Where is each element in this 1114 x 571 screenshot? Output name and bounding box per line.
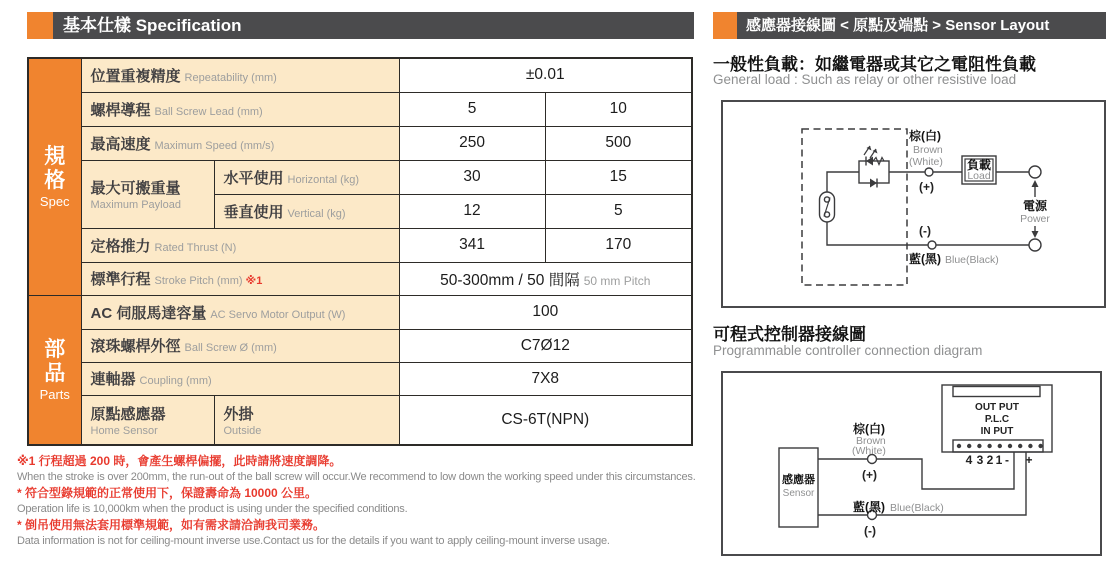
value-horizontal-1: 30 [399,160,545,194]
general-load-title-en: General load : Such as relay or other resistive load [713,72,1017,87]
white-wire-label-en: (White) [909,156,943,168]
general-load-title-zh: 一般性負載：如繼電器或其它之電阻性負載 [713,55,1036,74]
plc-label-line3: IN PUT [980,426,1014,437]
footnote-3-zh: * 倒吊使用無法套用標準規範，如有需求請洽詢我司業務。 [17,518,326,532]
brown-wire-label-en: Brown [913,144,943,156]
plc-wiring-diagram [721,371,1102,556]
plc-label-line2: P.L.C [984,414,1010,425]
row-stroke-pitch [28,262,692,295]
sensor-dashed-outline [802,129,907,285]
value-home-sensor: CS-6T(NPN) [399,395,692,445]
footnote-marker: ※1 [245,275,263,287]
terminal-plus: + [1025,453,1033,467]
brown-wire-label-zh: 棕(白) [853,422,885,436]
value-coupling: 7X8 [399,362,692,395]
plc-section-title-zh: 可程式控制器接線圖 [713,325,866,344]
value-speed-1: 250 [399,126,545,160]
spec-group-strip [28,58,81,295]
row-coupling [28,362,692,395]
label-vertical: 垂直使用 Vertical (kg) [214,194,399,228]
blue-wire-label-zh: 藍(黑) [909,252,941,266]
orange-accent-square [27,12,53,39]
value-thrust-1: 341 [399,228,545,262]
value-lead-1: 5 [399,92,545,126]
sensor-layout-header-bar [713,12,1106,39]
sensor-layout-title: 感應器接線圖 < 原點及端點 > Sensor Layout [746,17,1050,34]
label-screw-diameter: 滾珠螺桿外徑 Ball Screw Ø (mm) [81,329,399,362]
label-horizontal: 水平使用 Horizontal (kg) [214,160,399,194]
row-screw-diameter [28,329,692,362]
plc-wiring-svg [723,373,1100,554]
load-label-zh: 負載 [966,158,992,172]
row-servo-output [28,295,692,329]
arrow-up-icon [1032,180,1039,187]
footnote-3-en: Data information is not for ceiling-mount inverse use.Contact us for the details if you want to apply ceiling-mount inverse usage. [17,535,610,547]
parts-group-label-en: Parts [39,386,70,402]
plus-sign-label: (+) [862,468,877,482]
value-speed-2: 500 [545,126,692,160]
plus-terminal [925,168,933,176]
sensor-label-en: Sensor [782,488,815,499]
plus-sign-label: (+) [919,180,934,194]
orange-accent-square [713,12,737,39]
terminal-2: 2 [986,453,994,467]
label-max-speed: 最高速度 Maximum Speed (mm/s) [81,126,399,160]
specification-header-bar [27,12,694,39]
terminal-3: 3 [976,453,984,467]
row-payload-horizontal [28,160,692,194]
row-ball-screw-lead [28,92,692,126]
blue-wire-label-zh: 藍(黑) [853,500,885,514]
terminal-1: 1 [995,453,1003,467]
row-rated-thrust [28,228,692,262]
sensor-label-zh: 感應器 [782,474,815,486]
plc-label-line1: OUT PUT [975,402,1019,413]
parts-group-label-zh: 部品 [44,337,66,385]
label-home-sensor: 原點感應器 Home Sensor [81,395,214,445]
label-repeatability: 位置重複精度 Repeatability (mm) [81,58,399,92]
label-servo-output: AC 伺服馬達容量 AC Servo Motor Output (W) [81,295,399,329]
value-horizontal-2: 15 [545,160,692,194]
brown-wire-label-zh: 棕(白) [909,129,941,143]
value-vertical-1: 12 [399,194,545,228]
row-repeatability [28,58,692,92]
value-screw-diameter: C7Ø12 [399,329,692,362]
led-diode-block-icon [859,161,889,183]
value-stroke: 50-300mm / 50 間隔 50 mm Pitch [399,262,692,295]
wire [827,172,859,192]
power-terminal-top [1029,166,1041,178]
minus-terminal [928,241,936,249]
load-label-en: Load [967,170,991,182]
spec-group-label-zh: 規格 [44,144,66,192]
row-max-speed [28,126,692,160]
brown-wire-label-en: Brown [856,435,886,447]
value-vertical-2: 5 [545,194,692,228]
row-home-sensor [28,395,692,445]
spec-table [27,57,693,446]
label-home-sensor-outside: 外掛 Outside [214,395,399,445]
white-wire-label-en: (White) [852,445,886,457]
power-label-en: Power [1020,213,1050,225]
plc-section-title-en: Programmable controller connection diagram [713,343,983,358]
label-rated-thrust: 定格推力 Rated Thrust (N) [81,228,399,262]
blue-wire-label-en: Blue(Black) [945,254,999,266]
value-lead-2: 10 [545,92,692,126]
label-max-payload: 最大可搬重量 Maximum Payload [81,160,214,228]
label-ball-screw-lead: 螺桿導程 Ball Screw Lead (mm) [81,92,399,126]
value-thrust-2: 170 [545,228,692,262]
specification-title: 基本仕樣 Specification [63,16,242,35]
footnotes [17,453,699,549]
label-coupling: 連軸器 Coupling (mm) [81,362,399,395]
footnote-2-en: Operation life is 10,000km when the product is using under the specified conditions. [17,503,408,515]
sensor-wiring-svg [723,102,1104,306]
value-servo-output: 100 [399,295,692,329]
terminal-4: 4 [965,453,973,467]
arrow-down-icon [1032,231,1039,238]
terminal-minus: - [1005,453,1009,467]
parts-group-strip [28,295,81,445]
spec-group-label-en: Spec [39,193,70,209]
footnote-2-zh: * 符合型錄規範的正常使用下，保證壽命為 10000 公里。 [17,486,318,500]
sensor-wiring-diagram [721,100,1106,308]
minus-sign-label: (-) [919,224,931,238]
footnote-1-en: When the stroke is over 200mm, the run-out of the ball screw will occur.We recommend to low down the working speed under this circumstances. [17,471,696,483]
blue-wire-label-en: Blue(Black) [890,502,944,514]
minus-sign-label: (-) [864,524,876,538]
power-label-zh: 電源 [1022,199,1048,213]
label-stroke-pitch: 標準行程 Stroke Pitch (mm) ※1 [81,262,399,295]
power-terminal-bottom [1029,239,1041,251]
value-repeatability: ±0.01 [399,58,692,92]
footnote-1-zh: ※1 行程超過 200 時，會產生螺桿偏擺，此時請將速度調降。 [17,454,342,468]
